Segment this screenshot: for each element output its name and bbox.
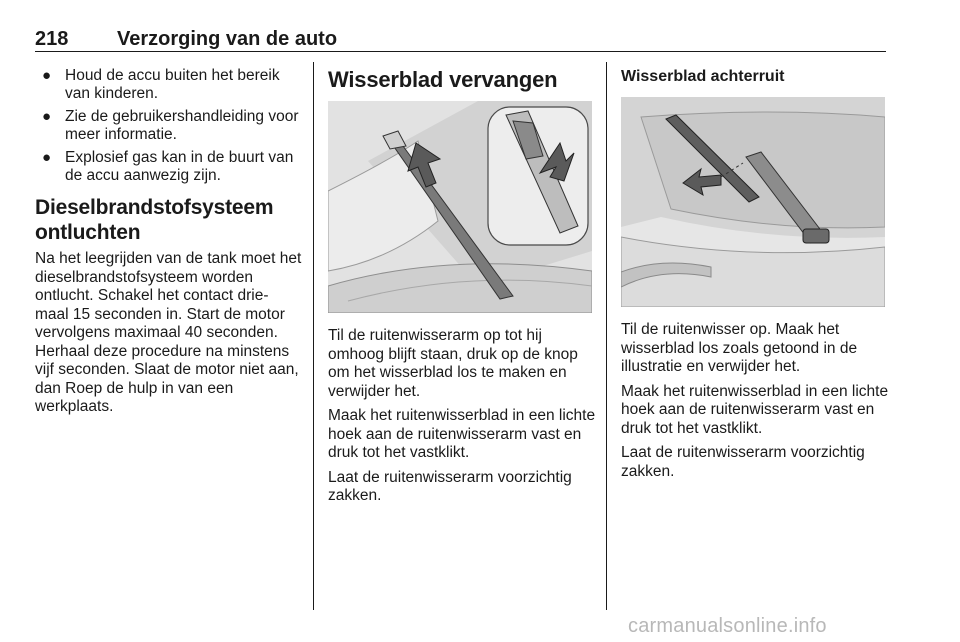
bullet-icon: ● [42, 108, 52, 125]
page-number: 218 [35, 28, 69, 50]
bullet-icon: ● [42, 149, 52, 166]
section-heading: Dieselbrandstofsysteem ontluchten [35, 196, 274, 244]
list-item [35, 67, 303, 103]
section-paragraph: Til de ruitenwisser op. Maak het wisserblad los zoals getoond in de illustratie en verwijder het. [621, 321, 858, 375]
windscreen-wiper-illustration [328, 101, 592, 313]
watermark: carmanualsonline.info [628, 615, 827, 637]
section-paragraph: Maak het ruitenwisserblad in een lichte hoek aan de ruitenwisserarm vast en druk tot het vastklikt. [621, 382, 889, 437]
bullet-text: Explosief gas kan in de buurt van de accu aanwezig zijn. [65, 149, 294, 184]
section-heading: Wisserblad achterruit [621, 68, 785, 85]
bullet-text: Zie de gebruikershandleiding voor meer informatie. [65, 108, 299, 143]
list-item [35, 149, 303, 185]
bullet-list [35, 67, 303, 185]
column-divider [313, 62, 314, 610]
section-heading: Wisserblad vervangen [328, 67, 558, 92]
list-item [35, 108, 303, 144]
section-paragraph: Laat de ruitenwisserarm voorzichtig zakken. [621, 444, 865, 480]
column-left [35, 67, 303, 423]
column-right [621, 67, 889, 487]
rear-wiper-illustration [621, 97, 885, 307]
section-paragraph: Laat de ruitenwisserarm voorzichtig zakken. [328, 468, 572, 504]
bullet-icon: ● [42, 67, 52, 84]
bullet-text: Houd de accu buiten het bereik van kinderen. [65, 67, 280, 102]
column-middle [328, 67, 596, 512]
page-header [35, 28, 886, 52]
section-paragraph: Na het leegrijden van de tank moet het dieselbrandstofsysteem worden ontlucht. Schakel het contact drie- maal 15 seconden in. Start de motor vervolgens maximaal 40 seconden. Herhaal deze procedure na minstens vijf seconden. Slaat de motor niet aan, dan Roep de hulp in van een werkplaats. [35, 250, 302, 415]
column-divider [606, 62, 607, 610]
section-paragraph: Maak het ruitenwisserblad in een lichte hoek aan de ruitenwisserarm vast en druk tot het vastklikt. [328, 407, 596, 461]
page-title: Verzorging van de auto [117, 28, 338, 50]
section-paragraph: Til de ruitenwisserarm op tot hij omhoog blijft staan, druk op de knop om het wisserblad los te maken en verwijder het. [328, 327, 578, 400]
